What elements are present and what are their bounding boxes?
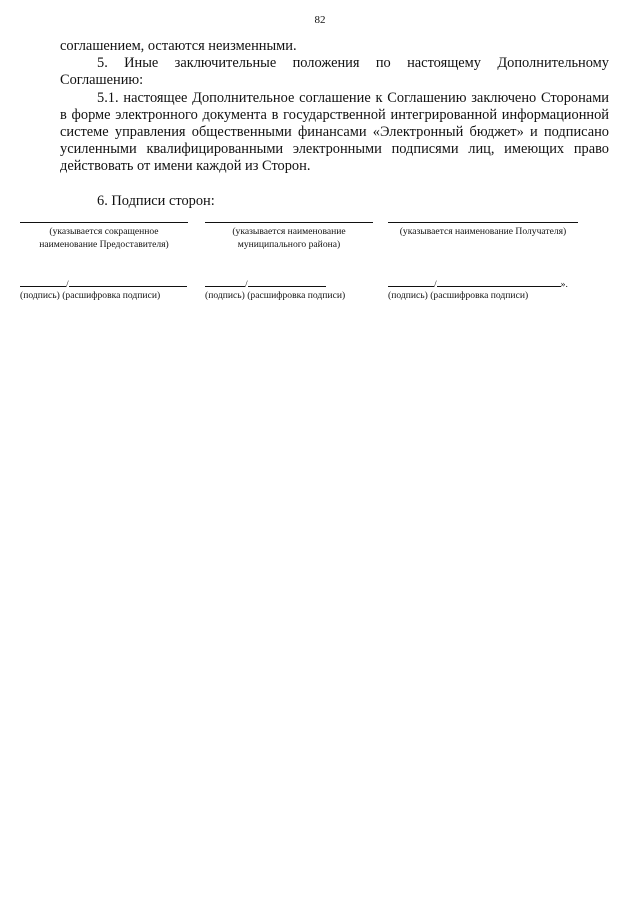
document-body (60, 38, 609, 210)
signature-recipient-block (388, 222, 578, 238)
sign-caption-recipient: (подпись) (расшифровка подписи) (388, 290, 529, 301)
signature-recipient-caption: (указывается наименование Получателя) (399, 226, 567, 237)
signature-provider-block (20, 222, 188, 251)
signature-provider-line (20, 222, 188, 223)
signatures-heading: 6. Подписи сторон: (97, 192, 215, 209)
sign-blank (205, 278, 245, 287)
closing-quote: ». (560, 279, 568, 290)
sign-slash: / (66, 279, 69, 290)
page-number: 82 (314, 14, 326, 26)
signature-district-block (205, 222, 373, 251)
decode-blank (437, 278, 561, 287)
sign-caption-district: (подпись) (расшифровка подписи) (205, 290, 346, 301)
paragraph-section-5: 5. Иные заключительные положения по настоящему Дополнительному Соглашению: (60, 55, 609, 89)
paragraph-section-5-1: 5.1. настоящее Дополнительное соглашение к Соглашению заключено Сторонами в форме электронного документа в государственной интегрированной информационной системе управления общественными финансами «Электронный бюджет» и подписано усиленными квалифицированными электронными подписями лиц, имеющих право действовать от имени каждой из Сторон. (60, 89, 609, 175)
sign-blank (20, 278, 66, 287)
signature-district-caption: (указывается наименование муниципального района) (232, 226, 346, 250)
signature-recipient-line (388, 222, 578, 223)
decode-blank (69, 278, 187, 287)
sign-blank (388, 278, 434, 287)
sign-caption-provider: (подпись) (расшифровка подписи) (20, 290, 161, 301)
signature-provider-caption: (указывается сокращенное наименование Предоставителя) (39, 226, 169, 250)
sign-slash: / (245, 279, 248, 290)
signature-district-line (205, 222, 373, 223)
paragraph-continuation: соглашением, остаются неизменными. (60, 38, 297, 54)
sign-slash: / (434, 279, 437, 290)
decode-blank (248, 278, 326, 287)
